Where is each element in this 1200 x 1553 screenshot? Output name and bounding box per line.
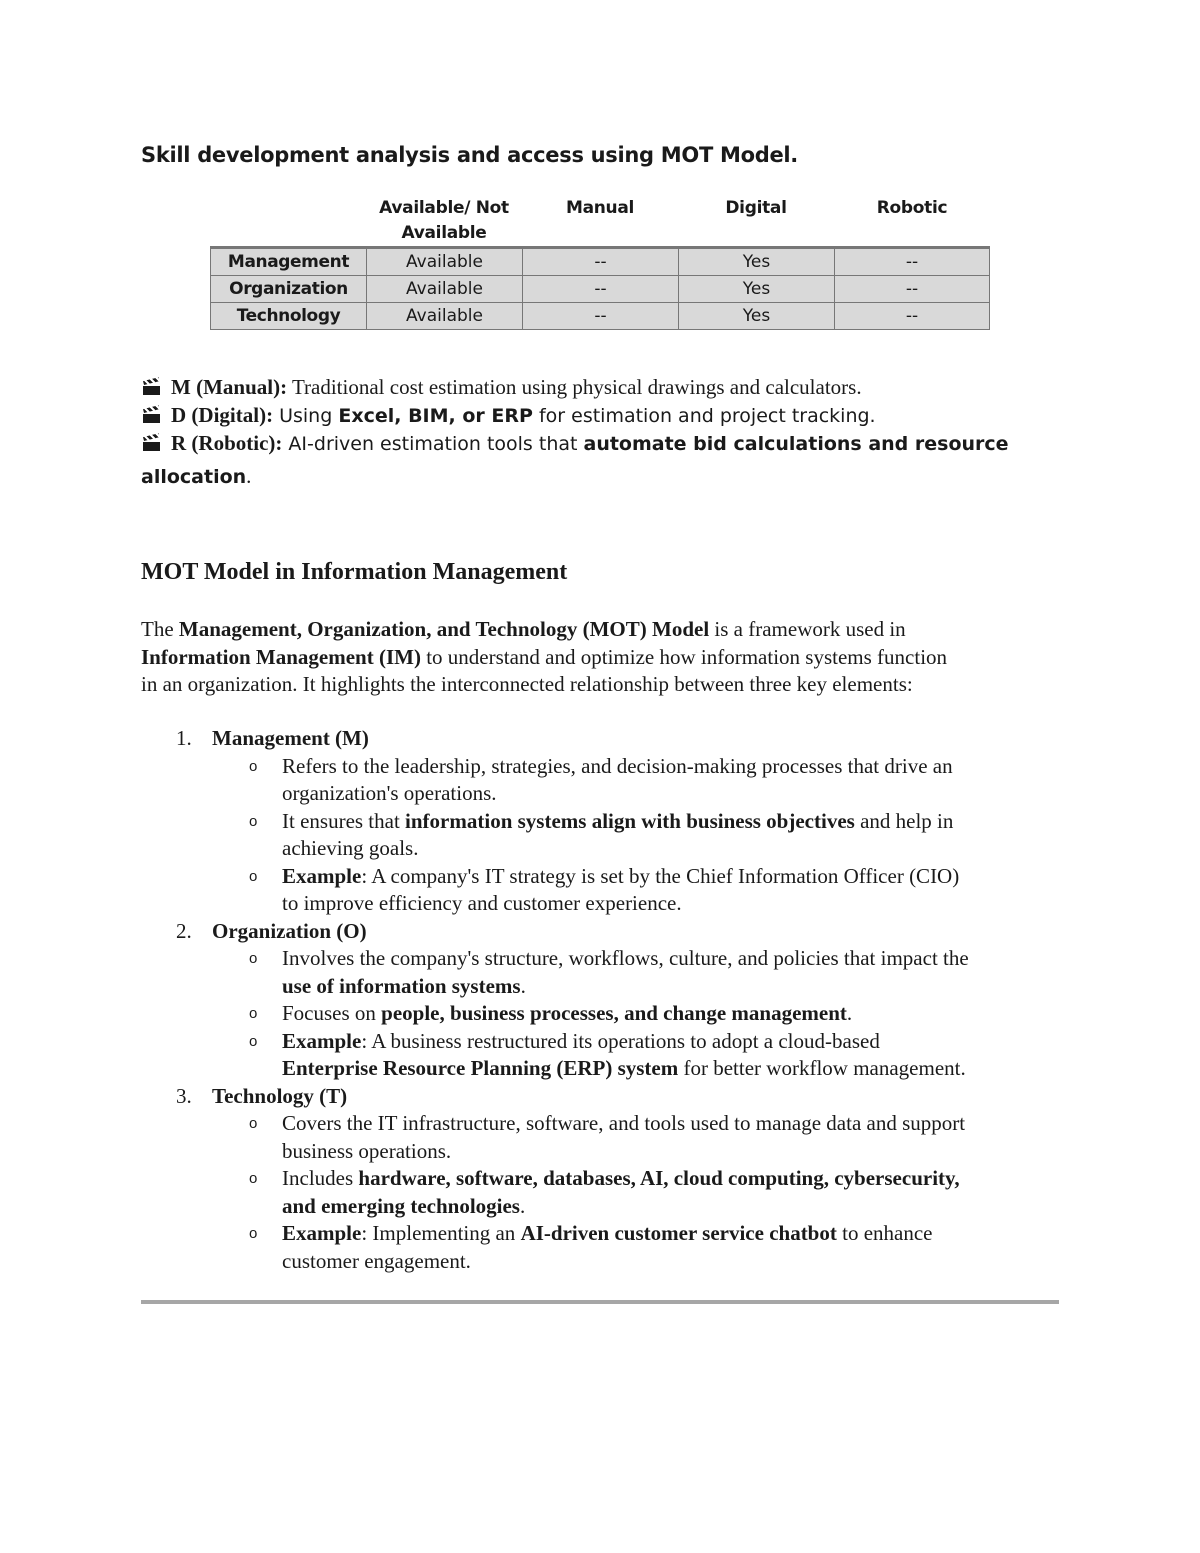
legend-bold: automate bid calculations and resource bbox=[583, 433, 1009, 455]
sub-text: Refers to the leadership, strategies, and decision-making processes that drive an bbox=[282, 753, 953, 778]
sub-bold: and emerging technologies bbox=[282, 1193, 520, 1218]
sub-text: : A company's IT strategy is set by the Chief Information Officer (CIO) bbox=[361, 863, 960, 888]
sub-text: for better workflow management. bbox=[678, 1056, 966, 1080]
list-title: Technology (T) bbox=[212, 1083, 348, 1108]
bullet-icon: o bbox=[249, 950, 258, 967]
bullet-icon: o bbox=[249, 812, 258, 830]
sub-text: : A business restructured its operations to adopt a cloud-based bbox=[361, 1028, 880, 1053]
sub-text: Involves the company's structure, workflows, culture, and policies that impact the bbox=[282, 946, 969, 970]
mdr-legend bbox=[141, 374, 1041, 494]
legend-bold: allocation bbox=[141, 465, 247, 488]
sub-bold: use of information systems bbox=[282, 973, 521, 998]
sub-text: and help in bbox=[854, 808, 954, 833]
bullet-icon: o bbox=[249, 1170, 258, 1187]
sub-text: organization's operations. bbox=[282, 781, 497, 805]
intro-bold: Management, Organization, and Technology (MOT) Model bbox=[178, 617, 710, 641]
list-title: Management (M) bbox=[212, 726, 369, 750]
header-availability: Available/ Not Available bbox=[379, 198, 509, 243]
sub-bold: Enterprise Resource Planning (ERP) system bbox=[282, 1056, 679, 1080]
sub-item bbox=[141, 1220, 1061, 1275]
sub-bold: AI-driven customer service chatbot bbox=[520, 1221, 837, 1245]
table-cell: -- bbox=[834, 249, 990, 275]
sub-item bbox=[141, 1110, 1061, 1165]
sub-text: Covers the IT infrastructure, software, and tools used to manage data and support bbox=[282, 1111, 966, 1135]
legend-item-digital bbox=[141, 402, 1041, 431]
sub-text: Focuses on bbox=[282, 1001, 382, 1025]
sub-text: . bbox=[846, 1001, 853, 1025]
intro-paragraph bbox=[141, 616, 1061, 699]
sub-text: Includes bbox=[282, 1166, 359, 1190]
legend-label: M (Manual): bbox=[171, 375, 288, 399]
legend-item-robotic-cont bbox=[141, 459, 1041, 494]
list-item-management bbox=[141, 725, 1061, 753]
table-cell: Available bbox=[366, 303, 522, 329]
clapperboard-icon bbox=[143, 381, 161, 395]
bullet-icon: o bbox=[249, 1115, 258, 1132]
sub-text: to improve efficiency and customer experience. bbox=[282, 891, 682, 915]
sub-bold: hardware, software, databases, AI, cloud computing, cybersecurity, bbox=[358, 1166, 960, 1190]
table-cell: -- bbox=[834, 303, 990, 329]
intro-text: to understand and optimize how information systems function bbox=[420, 644, 948, 669]
table-cell: -- bbox=[522, 276, 678, 302]
intro-text: is a framework used in bbox=[709, 617, 906, 641]
sub-item bbox=[141, 1000, 1061, 1028]
list-item-technology bbox=[141, 1083, 1061, 1111]
clapperboard-icon bbox=[143, 437, 161, 451]
table-cell: -- bbox=[834, 276, 990, 302]
legend-item-robotic bbox=[141, 430, 1041, 459]
row-label: Management bbox=[210, 249, 366, 275]
bullet-icon: o bbox=[249, 757, 258, 775]
sub-bold: Example bbox=[282, 1221, 362, 1245]
legend-label: D (Digital): bbox=[171, 402, 274, 427]
list-number: 1. bbox=[176, 726, 192, 750]
sub-item bbox=[141, 753, 1061, 808]
sub-text: . bbox=[520, 973, 526, 998]
list-item-organization bbox=[141, 918, 1061, 946]
sub-bold: people, business processes, and change management bbox=[381, 1001, 847, 1025]
intro-text: The bbox=[141, 617, 179, 641]
sub-bold: Example bbox=[282, 1028, 362, 1053]
mot-heading: MOT Model in Information Management bbox=[141, 559, 568, 585]
sub-item bbox=[141, 1028, 1061, 1083]
sub-text: business operations. bbox=[282, 1138, 452, 1163]
mot-list bbox=[141, 725, 1061, 1275]
list-number: 2. bbox=[176, 918, 192, 943]
legend-text: for estimation and project tracking. bbox=[532, 404, 876, 427]
bullet-icon: o bbox=[249, 1225, 258, 1242]
legend-text: . bbox=[246, 463, 252, 488]
sub-item bbox=[141, 945, 1061, 1000]
sub-item bbox=[141, 808, 1061, 863]
intro-bold: Information Management (IM) bbox=[141, 644, 421, 669]
header-manual: Manual bbox=[565, 198, 635, 218]
row-label: Technology bbox=[210, 303, 366, 329]
bullet-icon: o bbox=[249, 867, 258, 885]
legend-text: AI-driven estimation tools that bbox=[282, 433, 584, 455]
legend-text: Traditional cost estimation using physical drawings and calculators. bbox=[287, 375, 862, 399]
bullet-icon: o bbox=[249, 1005, 258, 1022]
list-number: 3. bbox=[176, 1083, 192, 1108]
sub-bold: Example bbox=[282, 863, 362, 888]
table-row bbox=[210, 303, 990, 330]
sub-text: customer engagement. bbox=[282, 1248, 471, 1273]
row-label: Organization bbox=[210, 276, 366, 302]
table-cell: Yes bbox=[678, 249, 834, 275]
section-title: Skill development analysis and access using MOT Model. bbox=[141, 143, 798, 167]
sub-text: . bbox=[519, 1193, 526, 1218]
sub-text: achieving goals. bbox=[282, 836, 419, 860]
intro-text: in an organization. It highlights the interconnected relationship between three key elements: bbox=[141, 672, 913, 696]
sub-bold: information systems align with business objectives bbox=[405, 808, 855, 833]
horizontal-rule bbox=[141, 1300, 1059, 1304]
header-digital: Digital bbox=[725, 198, 787, 218]
list-title: Organization (O) bbox=[212, 918, 367, 943]
sub-item bbox=[141, 1165, 1061, 1220]
clapperboard-icon bbox=[143, 409, 161, 423]
legend-bold: Excel, BIM, or ERP bbox=[338, 404, 533, 427]
table-row bbox=[210, 276, 990, 303]
legend-item-manual bbox=[141, 374, 1041, 402]
table-cell: -- bbox=[522, 303, 678, 329]
table-cell: -- bbox=[522, 249, 678, 275]
legend-text: Using bbox=[273, 404, 339, 427]
table-header bbox=[366, 196, 990, 246]
table-cell: Available bbox=[366, 249, 522, 275]
sub-item bbox=[141, 863, 1061, 918]
legend-label: R (Robotic): bbox=[171, 431, 283, 455]
table-cell: Yes bbox=[678, 303, 834, 329]
bullet-icon: o bbox=[249, 1032, 258, 1050]
sub-text: It ensures that bbox=[282, 808, 406, 833]
sub-text: to enhance bbox=[836, 1221, 933, 1245]
table-cell: Available bbox=[366, 276, 522, 302]
mot-table bbox=[210, 246, 990, 330]
table-cell: Yes bbox=[678, 276, 834, 302]
header-robotic: Robotic bbox=[876, 198, 948, 218]
sub-text: : Implementing an bbox=[361, 1221, 521, 1245]
table-row bbox=[210, 249, 990, 276]
